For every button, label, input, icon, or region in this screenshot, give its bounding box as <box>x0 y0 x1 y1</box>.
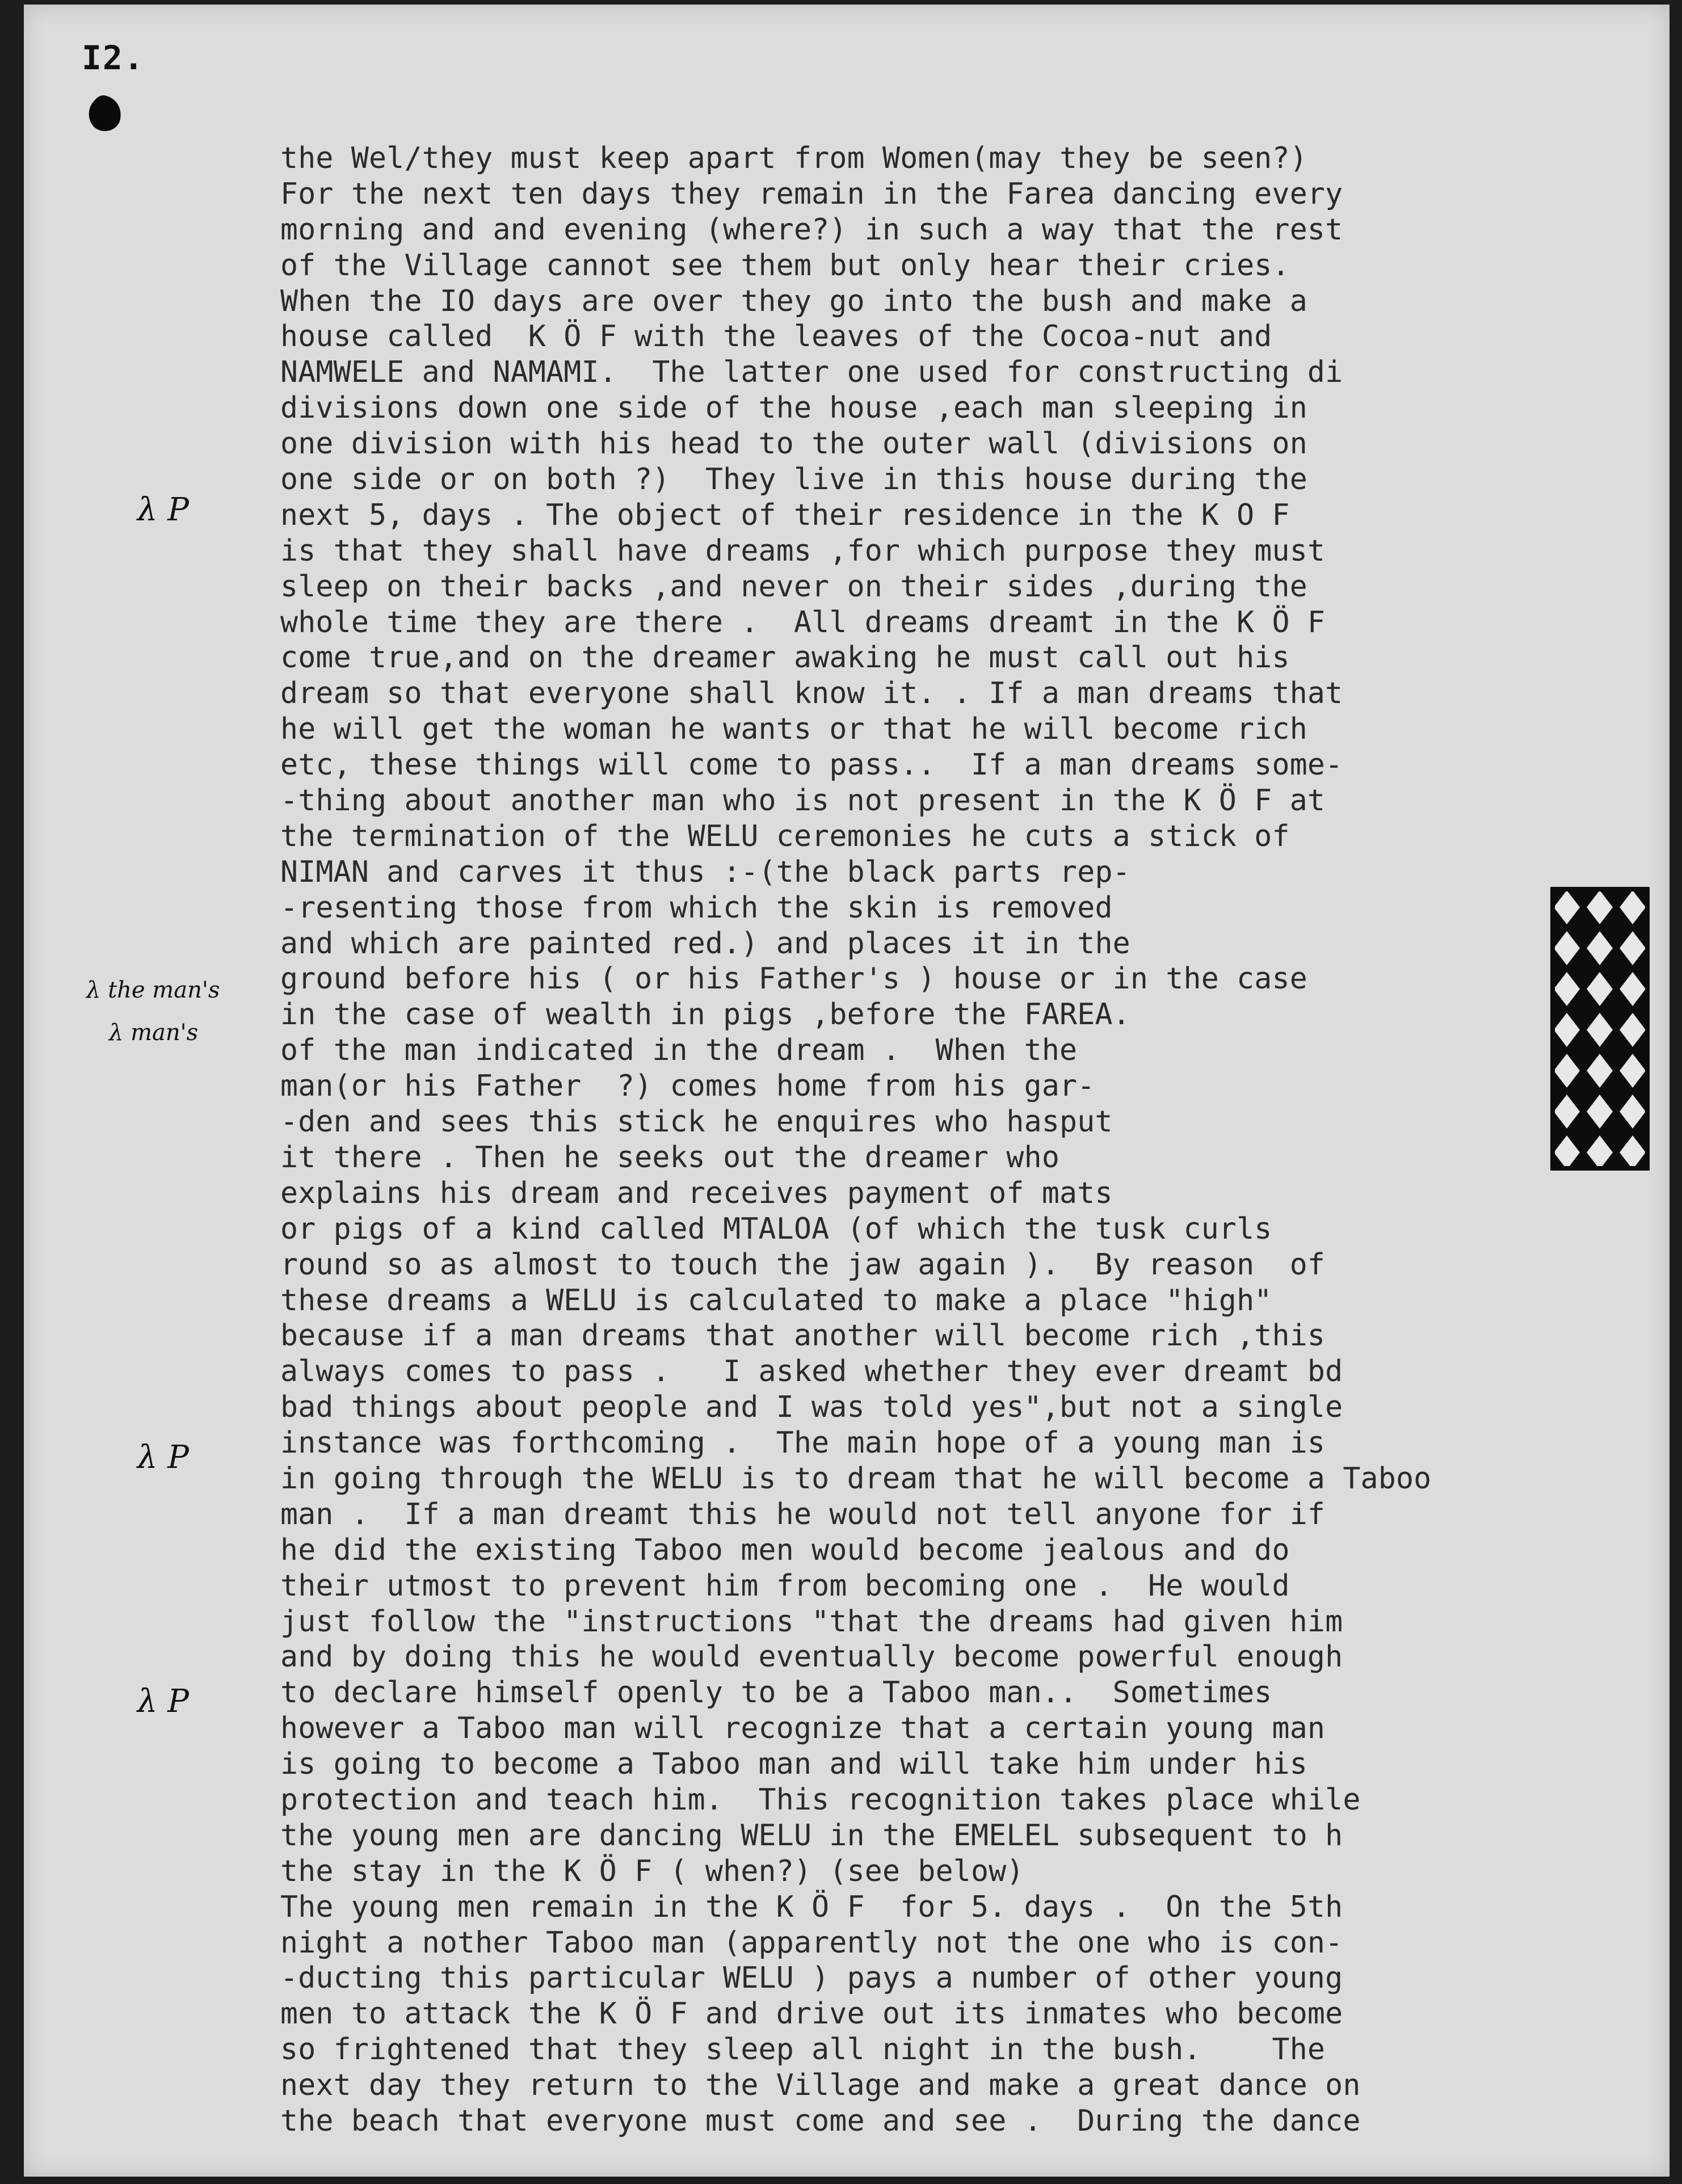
text-line: -ducting this particular WELU ) pays a number of other young <box>280 1961 1343 1996</box>
text-line: because if a man dreams that another will become rich ,this <box>280 1319 1326 1353</box>
text-line: these dreams a WELU is calculated to make a place "high" <box>280 1283 1272 1318</box>
text-line: come true,and on the dreamer awaking he must call out his <box>280 641 1290 675</box>
text-line: ground before his ( or his Father's ) house or in the case <box>280 962 1307 996</box>
paragraph-mark-note: λ P <box>137 1439 189 1476</box>
text-line: one side or on both ?) They live in this house during the <box>280 462 1307 497</box>
text-line: and by doing this he would eventually become powerful enough <box>280 1640 1343 1674</box>
text-line: of the man indicated in the dream . When the <box>280 1033 1078 1068</box>
insertion-note-the-mans: λ the man's <box>86 977 220 1003</box>
paragraph-mark-note: λ P <box>137 491 189 528</box>
text-line: round so as almost to touch the jaw again ). By reason of <box>280 1247 1326 1282</box>
document-page <box>24 5 1670 2177</box>
text-line: just follow the "instructions "that the dreams had given him <box>280 1604 1343 1639</box>
text-line: he did the existing Taboo men would become jealous and do <box>280 1533 1290 1567</box>
text-line: divisions down one side of the house ,each man sleeping in <box>280 391 1307 426</box>
text-line: morning and and evening (where?) in such a way that the rest <box>280 212 1343 247</box>
text-line: is that they shall have dreams ,for which purpose they must <box>280 533 1326 568</box>
text-line: man(or his Father ?) comes home from his gar- <box>280 1069 1095 1104</box>
page-number: I2. <box>82 39 145 77</box>
text-line: -resenting those from which the skin is removed <box>280 890 1113 925</box>
text-line: to declare himself openly to be a Taboo man.. Sometimes <box>280 1676 1272 1710</box>
text-line: is going to become a Taboo man and will take him under his <box>280 1747 1307 1782</box>
text-line: NAMWELE and NAMAMI. The latter one used for constructing di <box>280 355 1343 390</box>
text-line: men to attack the K Ö F and drive out its inmates who become <box>280 1997 1343 2031</box>
text-line: protection and teach him. This recognition takes place while <box>280 1782 1361 1817</box>
text-line: sleep on their backs ,and never on their sides ,during the <box>280 569 1307 604</box>
typed-text-body <box>280 141 1569 2139</box>
text-line: their utmost to prevent him from becoming one . He would <box>280 1568 1290 1603</box>
text-line: in going through the WELU is to dream that he will become a Taboo <box>280 1461 1432 1496</box>
text-line: he will get the woman he wants or that he will become rich <box>280 712 1307 747</box>
text-line: man . If a man dreamt this he would not tell anyone for if <box>280 1497 1326 1531</box>
text-line: the beach that everyone must come and see . During the dance <box>280 2103 1361 2138</box>
insertion-note-mans: λ man's <box>109 1020 199 1046</box>
text-line: or pigs of a kind called MTALOA (of which the tusk curls <box>280 1211 1272 1246</box>
text-line: it there . Then he seeks out the dreamer who <box>280 1140 1060 1175</box>
text-line: etc, these things will come to pass.. If a man dreams some- <box>280 748 1343 782</box>
text-line: house called K Ö F with the leaves of the Cocoa-nut and <box>280 319 1272 354</box>
text-line: the Wel/they must keep apart from Women(may they be seen?) <box>280 141 1307 175</box>
text-line: When the IO days are over they go into the bush and make a <box>280 284 1307 318</box>
text-line: in the case of wealth in pigs ,before the FAREA. <box>280 998 1130 1032</box>
text-line: the young men are dancing WELU in the EMELEL subsequent to h <box>280 1818 1343 1853</box>
text-line: next day they return to the Village and make a great dance on <box>280 2068 1361 2103</box>
text-line: For the next ten days they remain in the Farea dancing every <box>280 176 1343 211</box>
punch-hole-mark <box>81 90 128 137</box>
text-line: the termination of the WELU ceremonies he cuts a stick of <box>280 819 1290 853</box>
text-line: one division with his head to the outer wall (divisions on <box>280 427 1307 461</box>
text-line: dream so that everyone shall know it. . If a man dreams that <box>280 676 1343 711</box>
text-line: night a nother Taboo man (apparently not the one who is con- <box>280 1925 1343 1960</box>
carved-stick-pattern-illustration <box>1550 887 1650 1171</box>
text-line: bad things about people and I was told yes",but not a single <box>280 1390 1343 1425</box>
text-line: whole time they are there . All dreams dreamt in the K Ö F <box>280 605 1326 639</box>
text-line: however a Taboo man will recognize that a certain young man <box>280 1711 1326 1746</box>
text-line: NIMAN and carves it thus :-(the black parts rep- <box>280 855 1130 889</box>
text-line: so frightened that they sleep all night in the bush. The <box>280 2032 1326 2067</box>
text-line: of the Village cannot see them but only hear their cries. <box>280 248 1290 283</box>
text-line: next 5, days . The object of their residence in the K O F <box>280 498 1290 532</box>
text-line: The young men remain in the K Ö F for 5. days . On the 5th <box>280 1890 1343 1924</box>
text-line: explains his dream and receives payment of mats <box>280 1176 1113 1210</box>
text-line: and which are painted red.) and places it in the <box>280 926 1130 961</box>
text-line: instance was forthcoming . The main hope of a young man is <box>280 1426 1326 1461</box>
text-line: the stay in the K Ö F ( when?) (see below) <box>280 1854 1024 1888</box>
text-line: -thing about another man who is not present in the K Ö F at <box>280 784 1326 818</box>
text-line: -den and sees this stick he enquires who hasput <box>280 1105 1113 1139</box>
text-line: always comes to pass . I asked whether they ever dreamt bd <box>280 1354 1343 1389</box>
paragraph-mark-note: λ P <box>137 1683 189 1720</box>
